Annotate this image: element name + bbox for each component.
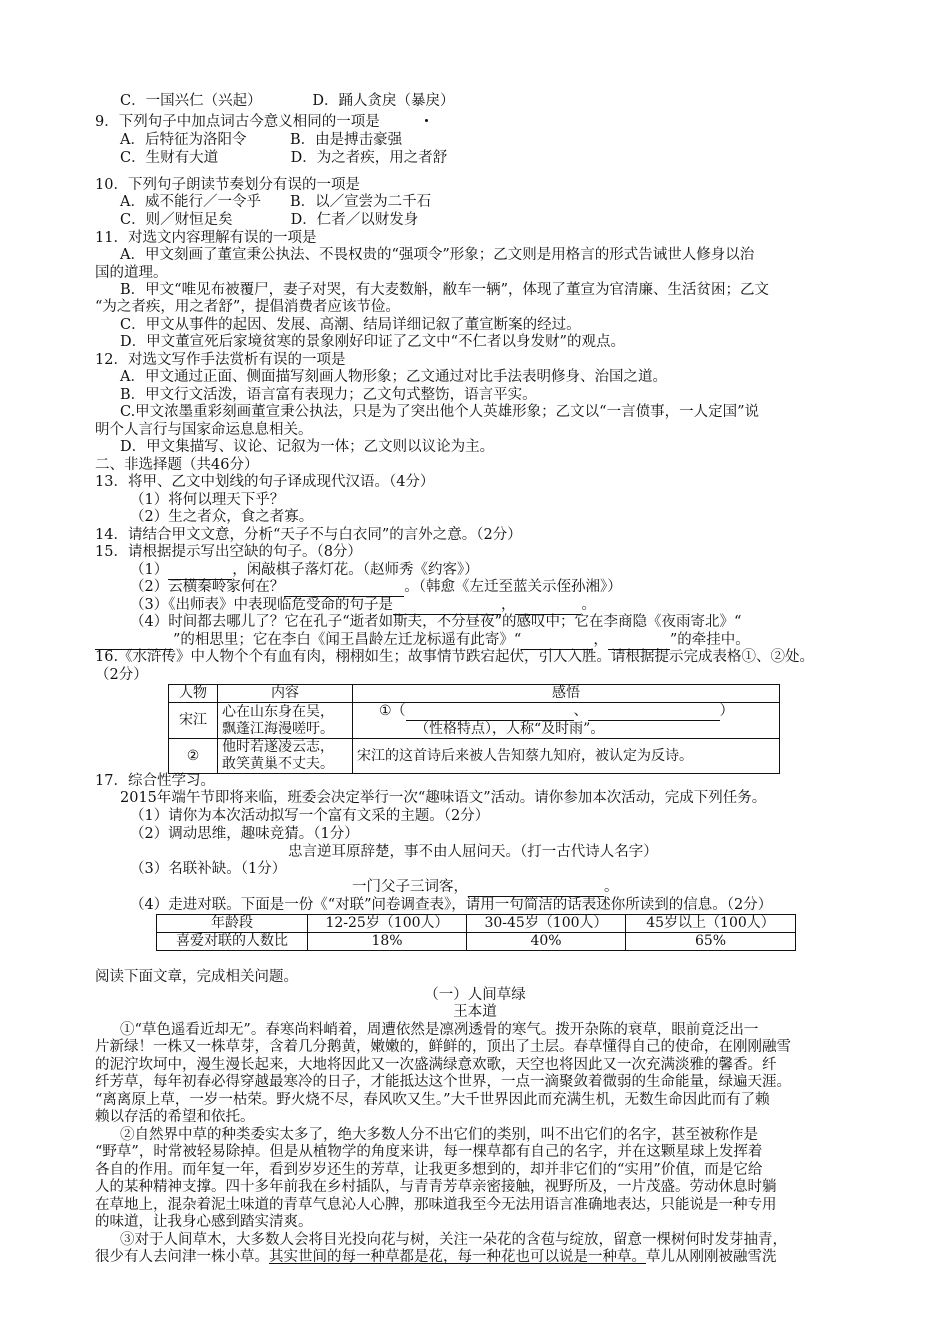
table-cell-person[interactable]: ② — [169, 739, 218, 774]
q11-option-b-line1: B．甲文“唯见布被覆尸，妻子对哭，有大麦数斛，敝车一辆”，体现了董宣为官清廉、生活贫困；乙文 — [120, 282, 769, 298]
q15-item-2: （2）云横秦岭家何在？ 。（韩愈《左迁至蓝关示侄孙湘》） — [130, 579, 622, 595]
table-cell-content: 心在山东身在吴， 飘蓬江海漫嗟吁。 — [218, 703, 353, 739]
q11-stem: 11．对选文内容理解有误的一项是 — [95, 230, 317, 246]
q9-options-cd: C．生财有大道 D．为之者疾，用之者舒 — [120, 150, 448, 166]
paragraph-3-line: ③对于人间草木，大多数人会将目光投向花与树，关注一朵花的含苞与绽放，留意一棵树何时发芽抽青， — [120, 1232, 787, 1248]
underlined-sentence: 其实世间的每一种草都是花，每一种花也可以说是一种草。 — [269, 1249, 646, 1265]
q12-option-b: B．甲文行文活泼，语言富有表现力；乙文句式整饬，语言平实。 — [120, 387, 537, 403]
reading-title: （一）人间草绿 — [424, 987, 526, 1003]
paragraph-1-line: 赖以存活的希望和依托。 — [95, 1109, 255, 1125]
q17-couplet: 一门父子三词客， 。 — [352, 879, 619, 895]
q15-item-4-line1: （4）时间都去哪儿了？它在孔子“逝者如斯夫，不分昼夜”的感叹中；它在李商隐《夜雨寄北》“ — [130, 614, 742, 630]
table-row — [157, 915, 796, 933]
table-header-cell: 12-25岁（100人） — [308, 915, 467, 933]
table-cell: 18% — [308, 933, 467, 951]
table-header-cell: 人物 — [169, 685, 218, 703]
section-heading: 二、非选择题（共46分） — [95, 457, 259, 473]
paragraph-1-line: 纤芳草，每年初春必得穿越最寒冷的日子，才能抵达这个世界，一点一滴聚敛着微弱的生命能量，绿遍天涯。 — [95, 1074, 791, 1090]
q15-stem: 15．请根据提示写出空缺的句子。（8分） — [95, 544, 362, 560]
table-row — [169, 739, 780, 774]
table-row — [157, 933, 796, 951]
q17-task-4: （4）走进对联。下面是一份《“对联”问卷调查表》，请用一句简洁的话表述你所读到的信息。（2分） — [130, 897, 773, 913]
q17-task-2: （2）调动思维，趣味竞猜。（1分） — [130, 826, 359, 842]
q12-option-c-line2: 明个人言行与国家命运息息相关。 — [95, 422, 313, 438]
q15-item-1: （1） ，闲敲棋子落灯花。（赵师秀《约客》） — [130, 562, 479, 578]
q17-stem: 17．综合性学习。 — [95, 773, 215, 789]
table-header-cell: 内容 — [218, 685, 353, 703]
table-cell-insight: ①（ 、 ） （性格特点），人称“及时雨”。 — [353, 703, 780, 739]
paragraph-1-line: 片新绿！一株又一株草芽，含着几分鹅黄，嫩嫩的，鲜鲜的，顶出了土层。春草懂得自己的使命，在刚刚融雪 — [95, 1039, 791, 1055]
q11-option-a-line2: 国的道理。 — [95, 265, 168, 281]
q16-stem-line2: （2分） — [95, 667, 148, 683]
table-cell-insight: 宋江的这首诗后来被人告知蔡九知府，被认定为反诗。 — [353, 739, 780, 774]
q11-option-b-line2: “为之者疾，用之者舒”，提倡消费者应该节俭。 — [95, 299, 400, 315]
q11-option-d: D．甲文董宣死后家境贫寒的景象刚好印证了乙文中“不仁者以身发财”的观点。 — [120, 334, 625, 350]
emphasis-dot — [425, 119, 428, 122]
q9-options-ab: A．后特征为洛阳令 B．由是搏击豪强 — [120, 132, 403, 148]
q16-table — [168, 684, 780, 774]
q10-options-cd: C．则／财恒足矣 D．仁者／以财发身 — [120, 212, 419, 228]
q16-stem-line1: 16.《水浒传》中人物个个有血有肉，栩栩如生；故事情节跌宕起伏，引人入胜。请根据提示完成表格①、②处。 — [95, 649, 815, 665]
q17-intro: 2015年端午节即将来临，班委会决定举行一次“趣味语文”活动。请你参加本次活动，完成下列任务。 — [120, 790, 767, 806]
paragraph-1-line: “离离原上草，一岁一枯荣。野火烧不尽，春风吹又生。”大千世界因此而充满生机，无数生命因此而有了赖 — [95, 1092, 770, 1108]
paragraph-3-line: 很少有人去问津一株小草。其实世间的每一种草都是花，每一种花也可以说是一种草。草儿从刚刚被融雪洗 — [95, 1249, 777, 1265]
table-cell: 喜爱对联的人数比 — [157, 933, 308, 951]
answer-blank[interactable] — [468, 878, 604, 897]
paragraph-2-line: 的味道，让我身心感到踏实清爽。 — [95, 1214, 313, 1230]
survey-table — [156, 914, 796, 951]
table-header-cell: 30-45岁（100人） — [467, 915, 626, 933]
q13-stem: 13．将甲、乙文中划线的句子译成现代汉语。（4分） — [95, 474, 435, 490]
answer-blank[interactable] — [284, 578, 404, 597]
table-cell: 65% — [626, 933, 796, 951]
paragraph-2-line: ②自然界中草的种类委实太多了，绝大多数人分不出它们的类别，叫不出它们的名字，甚至被称作是 — [120, 1127, 758, 1143]
q12-option-d: D．甲文集描写、议论、记叙为一体；乙文则以议论为主。 — [120, 439, 495, 455]
q17-riddle: 忠言逆耳原辞楚，事不由人屈问天。（打一古代诗人名字） — [288, 844, 658, 860]
q13-sentence-2: （2）生之者众，食之者寡。 — [130, 509, 314, 525]
q8-options: C．一国兴仁（兴起） D．踊人贪戾（暴戾） — [120, 93, 455, 109]
paragraph-2-line: 在草地上，混杂着泥土味道的青草气息沁人心脾，那味道我至今无法用语言准确地表达，只能说是一种专用 — [95, 1197, 777, 1213]
paragraph-2-line: 人的某种精神支撑。四十多年前我在乡村插队，与青青芳草亲密接触，视野所及，一片茂盛。劳动休息时躺 — [95, 1179, 777, 1195]
answer-blank[interactable] — [588, 703, 720, 721]
table-cell-person: 宋江 — [169, 703, 218, 739]
q10-stem: 10．下列句子朗读节奏划分有误的一项是 — [95, 177, 360, 193]
q15-item-3: （3）《出师表》中表现临危受命的句子是 ， 。 — [130, 597, 596, 613]
q12-option-c-line1: C.甲文浓墨重彩刻画董宣秉公执法，只是为了突出他个人英雄形象；乙文以“一言偾事，一人定国”说 — [120, 404, 760, 420]
q11-option-c: C．甲文从事件的起因、发展、高潮、结局详细记叙了董宣断案的经过。 — [120, 317, 581, 333]
paragraph-1-line: ①“草色遥看近却无”。春寒尚料峭着，周遭依然是凛冽透骨的寒气。拨开杂陈的衰草，眼前竟泛出一 — [120, 1022, 759, 1038]
paragraph-1-line: 的泥泞坎坷中，漫生漫长起来，大地将因此又一次盛满绿意欢歌，天空也将因此又一次充满淡雅的馨香。纤 — [95, 1057, 777, 1073]
q12-stem: 12．对选文写作手法赏析有误的一项是 — [95, 352, 346, 368]
table-cell-content: 他时若遂凌云志， 敢笑黄巢不丈夫。 — [218, 739, 353, 774]
reading-author: 王本道 — [453, 1004, 497, 1020]
paragraph-2-line: 各自的作用。而年复一年，看到岁岁还生的芳草，让我更多想到的，却并非它们的“实用”价值，而是它给 — [95, 1162, 763, 1178]
q11-option-a-line1: A．甲文刻画了董宣秉公执法、不畏权贵的“强项令”形象；乙文则是用格言的形式告诫世人修身以治 — [120, 247, 755, 263]
q13-sentence-1: （1）将何以理天下乎？ — [130, 492, 285, 508]
table-cell: 40% — [467, 933, 626, 951]
paragraph-2-line: “野草”，时常被轻易除掉。但是从植物学的角度来讲，每一棵草都有自己的名字，并在这颗星球上发挥着 — [95, 1144, 763, 1160]
q12-option-a: A．甲文通过正面、侧面描写刻画人物形象；乙文通过对比手法表明修身、治国之道。 — [120, 369, 667, 385]
q15-item-4-line2: ”的相思里；它在李白《闻王昌龄左迁龙标遥有此寄》“ ， ”的牵挂中。 — [95, 631, 750, 650]
table-header-cell: 感悟 — [353, 685, 780, 703]
q14-stem: 14．请结合甲文文意，分析“天子不与白衣同”的言外之意。（2分） — [95, 527, 522, 543]
q9-stem: 9．下列句子中加点词古今意义相同的一项是 — [95, 114, 380, 130]
q10-options-ab: A．威不能行／一令乎 B．以／宣尝为二千石 — [120, 194, 432, 210]
table-row — [169, 703, 780, 739]
q17-task-1: （1）请你为本次活动拟写一个富有文采的主题。（2分） — [130, 808, 490, 824]
table-row — [169, 685, 780, 703]
table-header-cell: 年龄段 — [157, 915, 308, 933]
reading-intro: 阅读下面文章，完成相关问题。 — [95, 969, 298, 985]
answer-blank[interactable] — [406, 703, 574, 721]
table-header-cell: 45岁以上（100人） — [626, 915, 796, 933]
q17-task-3: （3）名联补缺。（1分） — [130, 861, 287, 877]
